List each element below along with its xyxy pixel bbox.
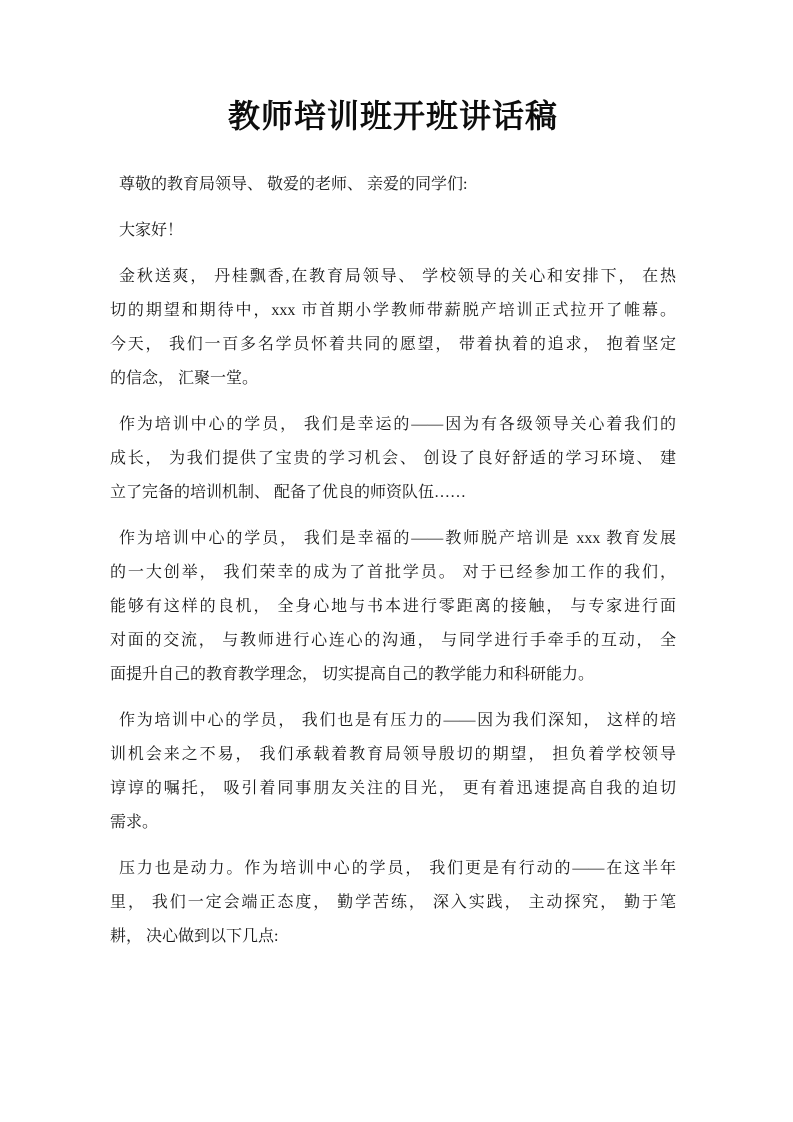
paragraph xyxy=(110,852,676,954)
text-line: 耕， 决心做到以下几点: xyxy=(110,928,279,945)
paragraph xyxy=(110,408,676,510)
text-line: 作为培训中心的学员， 我们是幸福的——教师脱产培训是 xxx 教育发展 xyxy=(119,530,676,547)
paragraph xyxy=(110,260,676,396)
text-line: 切的期望和期待中，xxx 市首期小学教师带薪脱产培训正式拉开了帷幕。 xyxy=(110,302,676,319)
text-line: 尊敬的教育局领导、 敬爱的老师、 亲爱的同学们: xyxy=(119,176,468,193)
text-line: 的一大创举， 我们荣幸的成为了首批学员。 对于已经参加工作的我们， xyxy=(110,564,676,581)
text-line: 能够有这样的良机， 全身心地与书本进行零距离的接触， 与专家进行面 xyxy=(110,598,676,615)
text-line: 面提升自己的教育教学理念， 切实提高自己的教学能力和科研能力。 xyxy=(110,666,595,683)
paragraph xyxy=(110,168,676,202)
document-title: 教师培训班开班讲话稿 xyxy=(227,98,558,134)
text-line: 作为培训中心的学员， 我们是幸运的——因为有各级领导关心着我们的 xyxy=(119,416,676,433)
text-line: 金秋送爽， 丹桂飘香,在教育局领导、 学校领导的关心和安排下， 在热 xyxy=(119,268,676,285)
paragraph xyxy=(110,522,676,692)
document-body xyxy=(110,168,676,954)
paragraph xyxy=(110,704,676,840)
text-line: 立了完备的培训机制、 配备了优良的师资队伍…… xyxy=(110,484,467,501)
text-line: 里， 我们一定会端正态度， 勤学苦练， 深入实践， 主动探究， 勤于笔 xyxy=(110,894,676,911)
text-line: 对面的交流， 与教师进行心连心的沟通， 与同学进行手牵手的互动， 全 xyxy=(110,632,676,649)
text-line: 作为培训中心的学员， 我们也是有压力的——因为我们深知， 这样的培 xyxy=(119,712,676,729)
text-line: 需求。 xyxy=(110,814,159,831)
paragraph xyxy=(110,214,676,248)
text-line: 大家好！ xyxy=(119,222,184,239)
text-line: 的信念， 汇聚一堂。 xyxy=(110,370,259,387)
text-line: 成长， 为我们提供了宝贵的学习机会、 创设了良好舒适的学习环境、 建 xyxy=(110,450,676,467)
text-line: 今天， 我们一百多名学员怀着共同的愿望， 带着执着的追求， 抱着坚定 xyxy=(110,336,676,353)
text-line: 训机会来之不易， 我们承载着教育局领导殷切的期望， 担负着学校领导 xyxy=(110,746,676,763)
text-line: 谆谆的嘱托， 吸引着同事朋友关注的目光， 更有着迅速提高自我的迫切 xyxy=(110,780,676,797)
text-line: 压力也是动力。作为培训中心的学员， 我们更是有行动的——在这半年 xyxy=(119,860,676,877)
